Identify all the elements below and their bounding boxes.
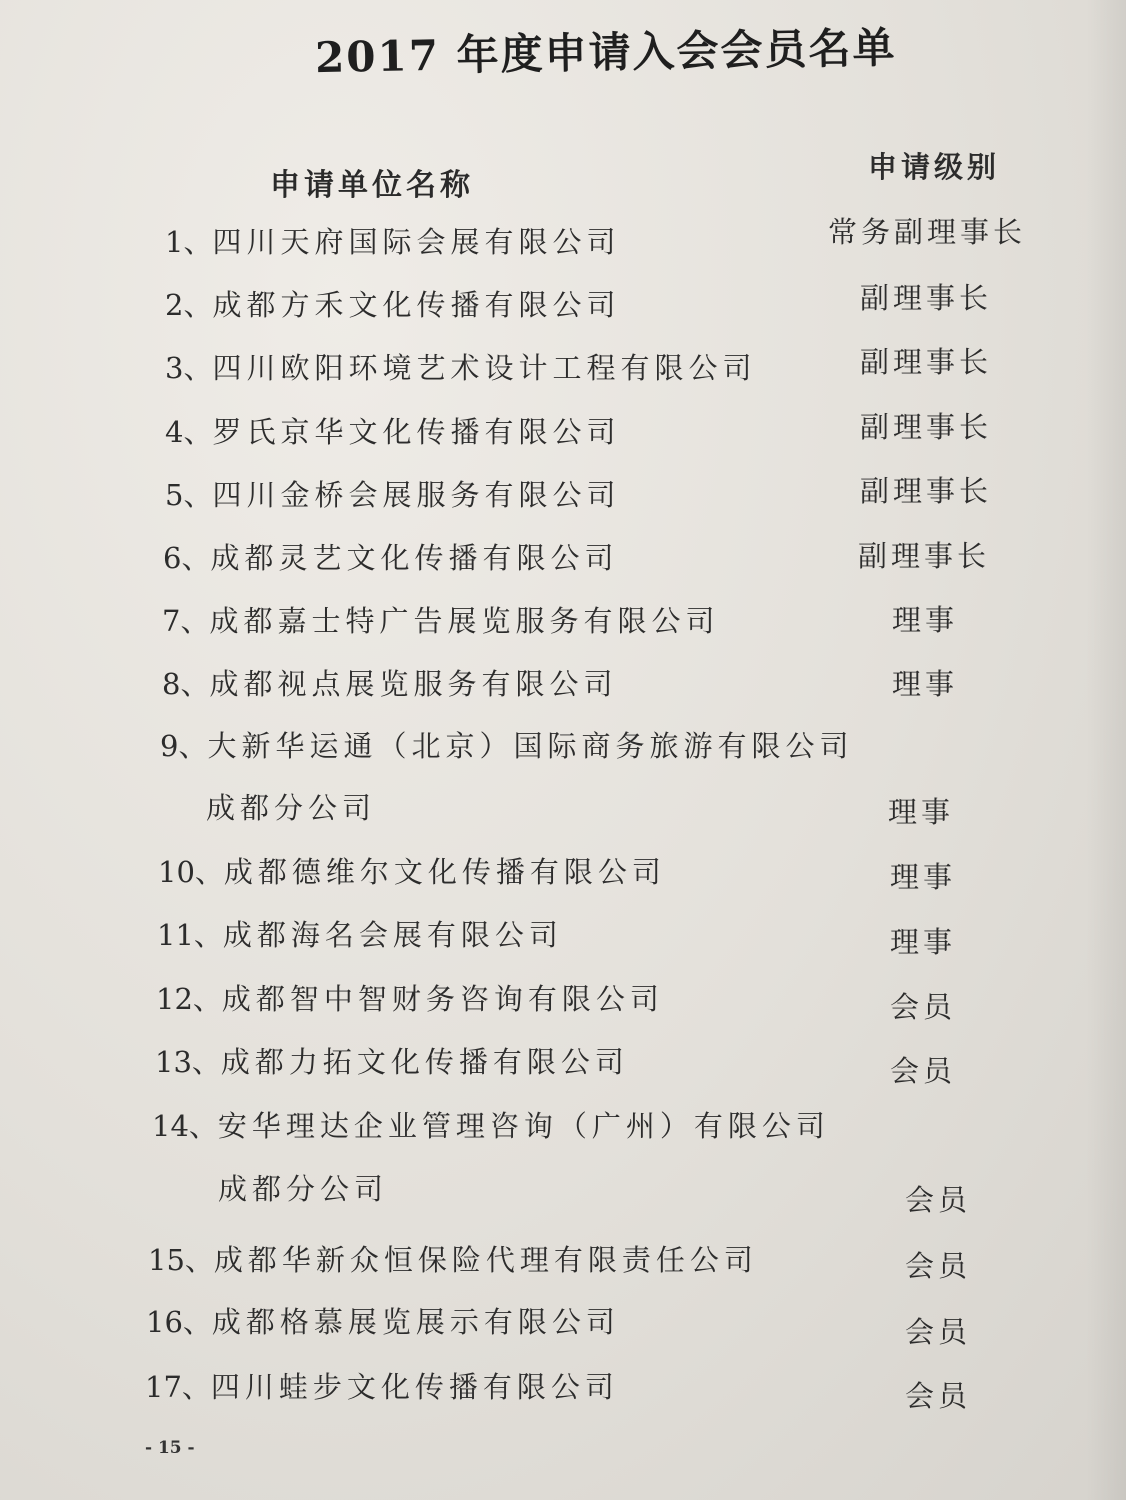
item-number: 6、 bbox=[163, 541, 211, 575]
membership-level: 副理事长 bbox=[860, 345, 993, 379]
company-name: 四川欧阳环境艺术设计工程有限公司 bbox=[212, 351, 757, 385]
membership-level: 副理事长 bbox=[860, 410, 993, 444]
company-name: 罗氏京华文化传播有限公司 bbox=[212, 415, 621, 449]
list-item bbox=[163, 536, 618, 577]
company-name: 大新华运通（北京）国际商务旅游有限公司 bbox=[207, 729, 854, 763]
list-item bbox=[162, 662, 617, 703]
page-edge-shadow bbox=[1086, 0, 1126, 1500]
company-name: 成都德维尔文化传播有限公司 bbox=[223, 855, 666, 889]
company-name: 四川天府国际会展有限公司 bbox=[212, 225, 621, 259]
list-item bbox=[155, 1040, 629, 1081]
company-name: 成都视点展览服务有限公司 bbox=[209, 667, 618, 701]
membership-level: 理事 bbox=[892, 667, 959, 701]
company-name: 四川蛙步文化传播有限公司 bbox=[210, 1370, 619, 1404]
list-item bbox=[148, 1238, 758, 1279]
list-item bbox=[152, 1104, 830, 1145]
list-item bbox=[165, 283, 620, 324]
membership-level: 会员 bbox=[905, 1379, 972, 1413]
membership-level: 会员 bbox=[905, 1183, 972, 1217]
item-number: 17、 bbox=[145, 1370, 211, 1404]
item-number: 12、 bbox=[156, 982, 222, 1016]
membership-level: 常务副理事长 bbox=[828, 215, 1027, 249]
company-name: 成都格慕展览展示有限公司 bbox=[211, 1305, 620, 1339]
item-number: 15、 bbox=[148, 1243, 214, 1277]
list-item bbox=[165, 473, 620, 514]
company-name: 成都力拓文化传播有限公司 bbox=[220, 1045, 629, 1079]
membership-level: 副理事长 bbox=[860, 474, 993, 508]
company-name: 成都海名会展有限公司 bbox=[222, 918, 563, 952]
item-number: 2、 bbox=[165, 288, 213, 322]
company-name: 安华理达企业管理咨询（广州）有限公司 bbox=[217, 1109, 830, 1143]
company-name: 四川金桥会展服务有限公司 bbox=[212, 478, 621, 512]
membership-level: 会员 bbox=[905, 1315, 972, 1349]
item-number: 3、 bbox=[165, 351, 213, 385]
membership-level: 理事 bbox=[888, 795, 955, 829]
item-number: 4、 bbox=[165, 415, 213, 449]
list-item bbox=[165, 346, 756, 387]
company-name: 成都华新众恒保险代理有限责任公司 bbox=[213, 1243, 758, 1277]
membership-level: 理事 bbox=[892, 603, 959, 637]
list-item bbox=[146, 1300, 620, 1341]
page-number: - 15 - bbox=[145, 1438, 195, 1458]
list-item bbox=[165, 410, 620, 451]
item-number: 11、 bbox=[157, 918, 223, 952]
membership-level: 会员 bbox=[890, 990, 957, 1024]
item-number: 16、 bbox=[146, 1305, 212, 1339]
list-item bbox=[162, 599, 719, 640]
membership-level: 副理事长 bbox=[860, 281, 993, 315]
item-number: 7、 bbox=[162, 604, 210, 638]
document-title: 2017 年度申请入会会员名单 bbox=[314, 22, 897, 83]
item-number: 13、 bbox=[155, 1045, 221, 1079]
column-header-level: 申请级别 bbox=[868, 150, 1001, 184]
item-number: 8、 bbox=[162, 667, 210, 701]
list-item bbox=[165, 220, 620, 261]
company-name: 成都智中智财务咨询有限公司 bbox=[221, 982, 664, 1016]
list-item bbox=[156, 977, 664, 1018]
list-item bbox=[145, 1365, 619, 1406]
item-number: 9、 bbox=[160, 729, 208, 763]
list-item bbox=[158, 850, 666, 891]
company-name-continuation: 成都分公司 bbox=[218, 1172, 389, 1206]
company-name: 成都灵艺文化传播有限公司 bbox=[210, 541, 619, 575]
membership-level: 理事 bbox=[890, 925, 957, 959]
membership-level: 会员 bbox=[905, 1249, 972, 1283]
company-name: 成都方禾文化传播有限公司 bbox=[212, 288, 621, 322]
company-name: 成都嘉士特广告展览服务有限公司 bbox=[209, 604, 720, 638]
list-item bbox=[157, 913, 563, 954]
membership-level: 会员 bbox=[890, 1054, 957, 1088]
item-number: 14、 bbox=[152, 1109, 218, 1143]
membership-level: 理事 bbox=[890, 860, 957, 894]
column-header-name: 申请单位名称 bbox=[270, 168, 474, 203]
item-number: 5、 bbox=[165, 478, 213, 512]
item-number: 10、 bbox=[158, 855, 224, 889]
company-name-continuation: 成都分公司 bbox=[206, 791, 377, 825]
membership-level: 副理事长 bbox=[858, 539, 991, 573]
item-number: 1、 bbox=[165, 225, 213, 259]
list-item bbox=[160, 724, 853, 765]
